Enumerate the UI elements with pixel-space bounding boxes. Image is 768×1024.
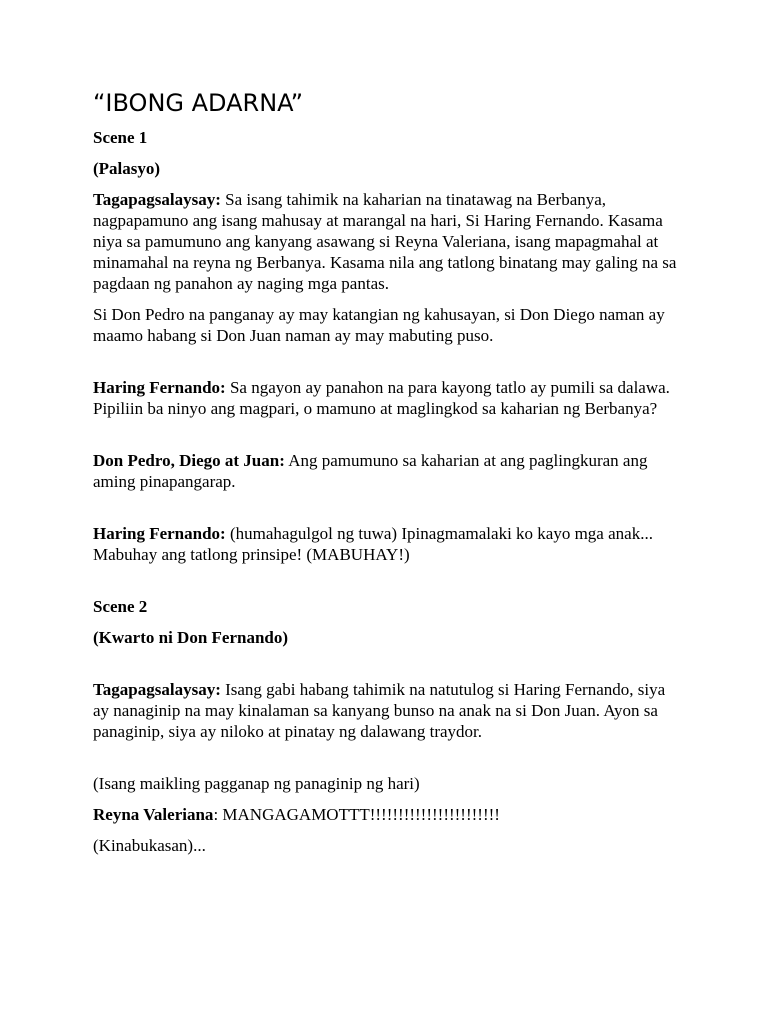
scene-1-narration-continued: Si Don Pedro na panganay ay may katangian ng kahusayan, si Don Diego naman ay maamo habang si Don Juan naman ay may mabuting puso. [93, 305, 665, 345]
document-page [93, 88, 683, 866]
narration-text: Sa isang tahimik na kaharian na tinatawag na Berbanya, nagpapamuno ang isang mahusay at marangal na hari, Si Haring Fernando. Kasama niya sa pamumuno ang kanyang asawang si Reyna Valeriana, isang mapagmahal at minamahal na reyna ng Berbanya. Kasama nila ang tatlong binatang may galing na sa pagdaan ng panahon ay naging mga pantas. [93, 190, 677, 293]
scene-1-heading: Scene 1 [93, 128, 148, 147]
speaker-label: Don Pedro, Diego at Juan: [93, 451, 285, 470]
scene-2-setting: (Kwarto ni Don Fernando) [93, 628, 289, 647]
dialogue-haring-fernando-2 [93, 523, 683, 565]
dialogue-three-princes [93, 450, 683, 492]
dialogue-reyna-valeriana [93, 804, 683, 825]
dialogue-text: : MANGAGAMOTTT!!!!!!!!!!!!!!!!!!!!!!! [213, 805, 500, 824]
speaker-label: Haring Fernando: [93, 378, 226, 397]
document-title: “IBONG ADARNA” [93, 89, 304, 117]
scene-1-setting: (Palasyo) [93, 159, 161, 178]
narrator-speaker-label: Tagapagsalaysay: [93, 190, 221, 209]
dialogue-haring-fernando-1 [93, 377, 683, 419]
narration-text: Isang gabi habang tahimik na natutulog si Haring Fernando, siya ay nanaginip na may kinalaman sa kanyang bunso na anak na si Don Juan. Ayon sa panaginip, siya ay niloko at pinatay ng dalawang traydor. [93, 680, 666, 741]
speaker-label: Reyna Valeriana [93, 805, 214, 824]
scene-2-narration-paragraph [93, 679, 683, 742]
dialogue-text: (humahagulgol ng tuwa) Ipinagmamalaki ko kayo mga anak... Mabuhay ang tatlong prinsipe! (MABUHAY!) [93, 524, 653, 564]
closing-stage-direction: (Kinabukasan)... [93, 836, 206, 855]
dialogue-text: Ang pamumuno sa kaharian at ang paglingkuran ang aming pinapangarap. [93, 451, 648, 491]
narrator-speaker-label: Tagapagsalaysay: [93, 680, 221, 699]
scene-1-narration-paragraph [93, 189, 683, 294]
stage-direction: (Isang maikling pagganap ng panaginip ng hari) [93, 774, 420, 793]
scene-2-heading: Scene 2 [93, 597, 148, 616]
dialogue-text: Sa ngayon ay panahon na para kayong tatlo ay pumili sa dalawa. Pipiliin ba ninyo ang magpari, o mamuno at maglingkod sa kaharian ng Berbanya? [93, 378, 670, 418]
speaker-label: Haring Fernando: [93, 524, 226, 543]
